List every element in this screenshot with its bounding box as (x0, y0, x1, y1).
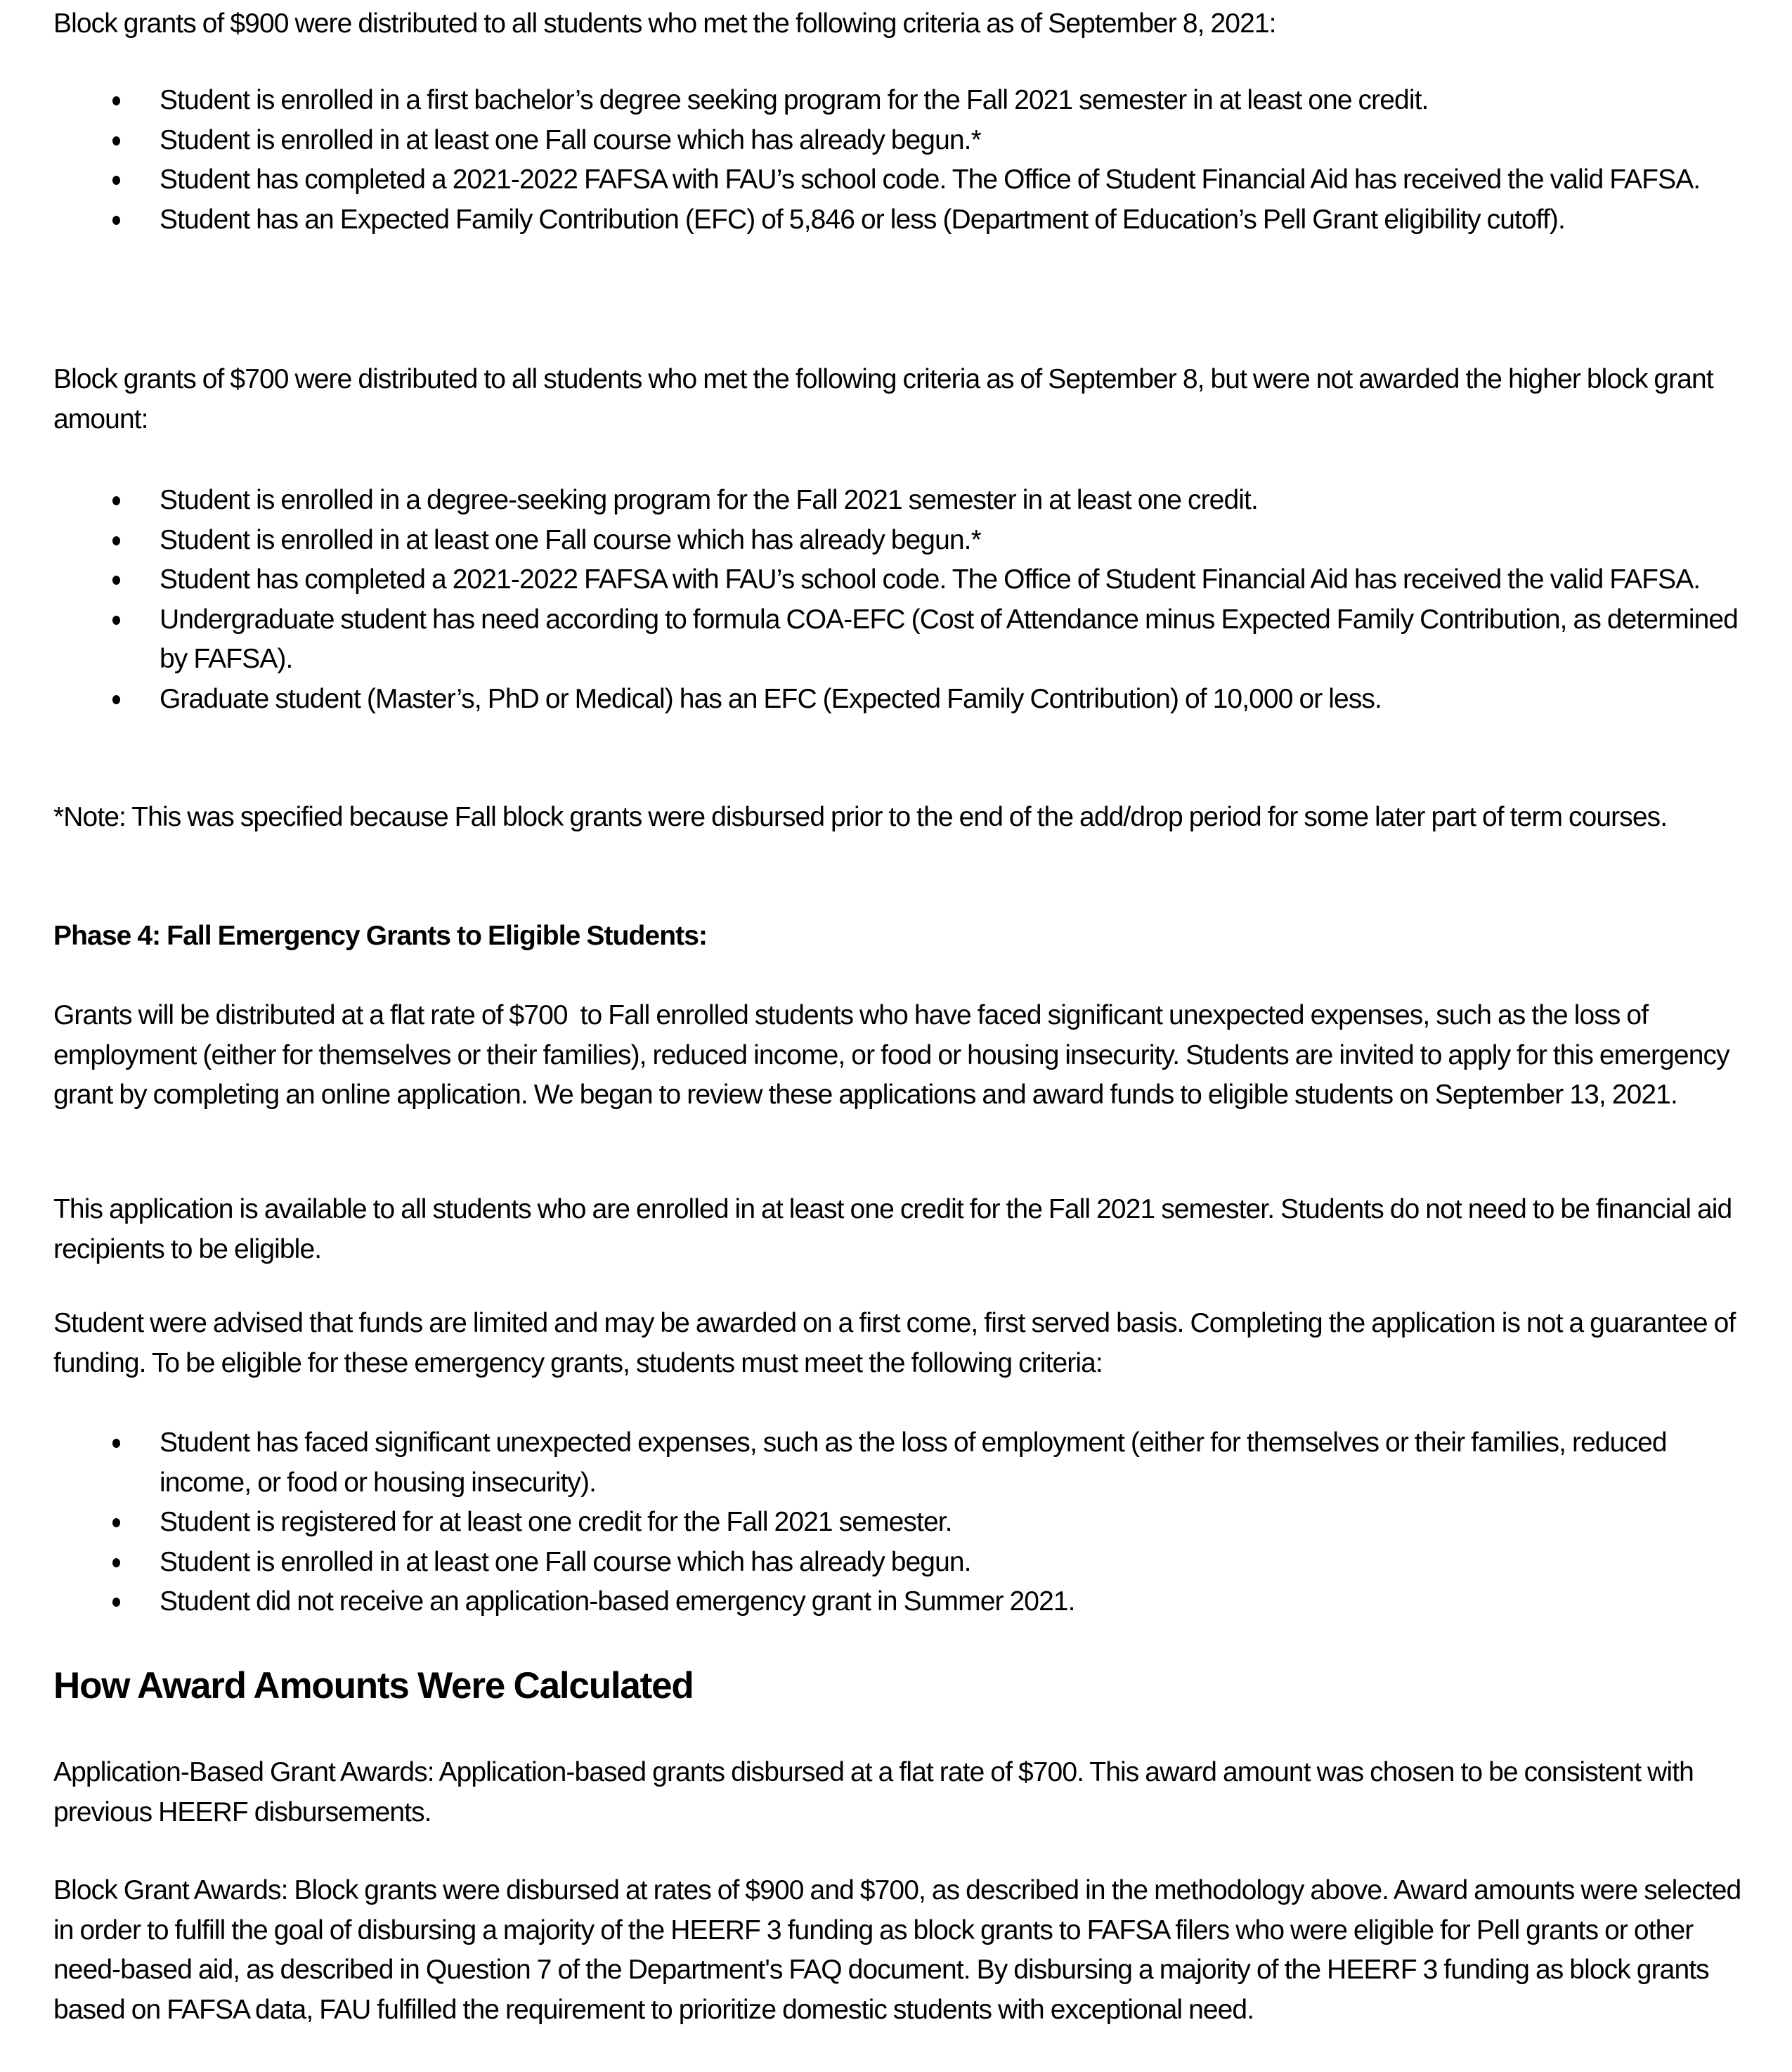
block-700-intro (53, 360, 1754, 439)
list-item: Student is enrolled in at least one Fall course which has already begun.* (53, 521, 1754, 561)
list-item: Student has an Expected Family Contribution (EFC) of 5,846 or less (Department of Education’s Pell Grant eligibility cutoff). (53, 200, 1754, 240)
phase4-paragraph-1: Grants will be distributed at a flat rate of $700 to Fall enrolled students who have faced significant unexpected expenses, such as the loss of employment (either for themselves or their families), reduced income, or food or housing insecurity. Students are invited to apply for this emergency grant by completing an online application. We began to review these applications and award funds to eligible students on September 13, 2021. (53, 1000, 1736, 1111)
criteria-phase4 (53, 1423, 1754, 1622)
paragraph-900-intro: Block grants of $900 were distributed to all students who met the following criteria as of September 8, 2021: (53, 8, 1276, 39)
bullet-icon (112, 1598, 120, 1607)
paragraph-700-intro: Block grants of $700 were distributed to all students who met the following criteria as of September 8, but were not awarded the higher block grant amount: (53, 364, 1713, 434)
footnote-block (53, 798, 1754, 838)
bullet-icon (112, 536, 120, 545)
list-item: Student has completed a 2021-2022 FAFSA with FAU’s school code. The Office of Student Financial Aid has received the valid FAFSA. (53, 560, 1754, 600)
criteria-900-list (53, 81, 1754, 240)
bullet-icon (112, 136, 120, 145)
phase4-heading-block (53, 917, 1754, 957)
section-heading: How Award Amounts Were Calculated (53, 1665, 694, 1707)
phase4-paragraph-3: Student were advised that funds are limited and may be awarded on a first come, first served basis. Completing the application is not a guarantee of funding. To be eligible for these emergency grants, students must meet the following criteria: (53, 1308, 1736, 1378)
phase4-paragraph-2: This application is available to all students who are enrolled in at least one credit for the Fall 2021 semester. Students do not need to be financial aid recipients to be eligible. (53, 1194, 1732, 1264)
list-item: Student has faced significant unexpected expenses, such as the loss of employment (either for themselves or their families, reduced income, or food or housing insecurity). (53, 1423, 1754, 1503)
criteria-700-list (53, 481, 1754, 720)
app-based-block (53, 1753, 1754, 1832)
list-item: Undergraduate student has need according to formula COA-EFC (Cost of Attendance minus Expected Family Contribution, as determined by FAFSA). (53, 600, 1754, 680)
bullet-icon (112, 1518, 120, 1527)
bullet-icon (112, 695, 120, 704)
phase4-heading: Phase 4: Fall Emergency Grants to Eligible Students: (53, 921, 708, 951)
app-based-paragraph: Application-Based Grant Awards: Application-based grants disbursed at a flat rate of $700. This award amount was chosen to be consistent with previous HEERF disbursements. (53, 1757, 1694, 1827)
criteria-900 (53, 81, 1754, 240)
block-900-intro (53, 4, 1754, 44)
section-heading-block (53, 1664, 1754, 1709)
bullet-icon (112, 576, 120, 585)
list-item: Student did not receive an application-based emergency grant in Summer 2021. (53, 1582, 1754, 1622)
bullet-icon (112, 496, 120, 505)
footnote: *Note: This was specified because Fall block grants were disbursed prior to the end of the add/drop period for some later part of term courses. (53, 802, 1668, 832)
phase4-para1-block (53, 996, 1754, 1115)
block-grant-paragraph: Block Grant Awards: Block grants were disbursed at rates of $900 and $700, as described in the methodology above. Award amounts were selected in order to fulfill the goal of disbursing a majority of the HEERF 3 funding as block grants to FAFSA filers who were eligible for Pell grants or other need-based aid, as described in Question 7 of the Department's FAQ document. By disbursing a majority of the HEERF 3 funding as block grants based on FAFSA data, FAU fulfilled the requirement to prioritize domestic students with exceptional need. (53, 1875, 1741, 2025)
criteria-phase4-list (53, 1423, 1754, 1622)
list-item: Student is enrolled in at least one Fall course which has already begun. (53, 1543, 1754, 1583)
phase4-para3-block (53, 1304, 1754, 1383)
bullet-icon (112, 1558, 120, 1567)
block-grant-block (53, 1871, 1754, 2030)
bullet-icon (112, 176, 120, 185)
list-item: Student is enrolled in at least one Fall course which has already begun.* (53, 121, 1754, 161)
bullet-icon (112, 1439, 120, 1448)
list-item: Graduate student (Master’s, PhD or Medical) has an EFC (Expected Family Contribution) of 10,000 or less. (53, 680, 1754, 720)
bullet-icon (112, 216, 120, 225)
bullet-icon (112, 96, 120, 105)
phase4-para2-block (53, 1190, 1754, 1269)
list-item: Student is registered for at least one credit for the Fall 2021 semester. (53, 1503, 1754, 1543)
list-item: Student is enrolled in a first bachelor’s degree seeking program for the Fall 2021 semester in at least one credit. (53, 81, 1754, 121)
list-item: Student is enrolled in a degree-seeking program for the Fall 2021 semester in at least one credit. (53, 481, 1754, 521)
criteria-700 (53, 481, 1754, 720)
bullet-icon (112, 616, 120, 625)
list-item: Student has completed a 2021-2022 FAFSA with FAU’s school code. The Office of Student Financial Aid has received the valid FAFSA. (53, 160, 1754, 200)
